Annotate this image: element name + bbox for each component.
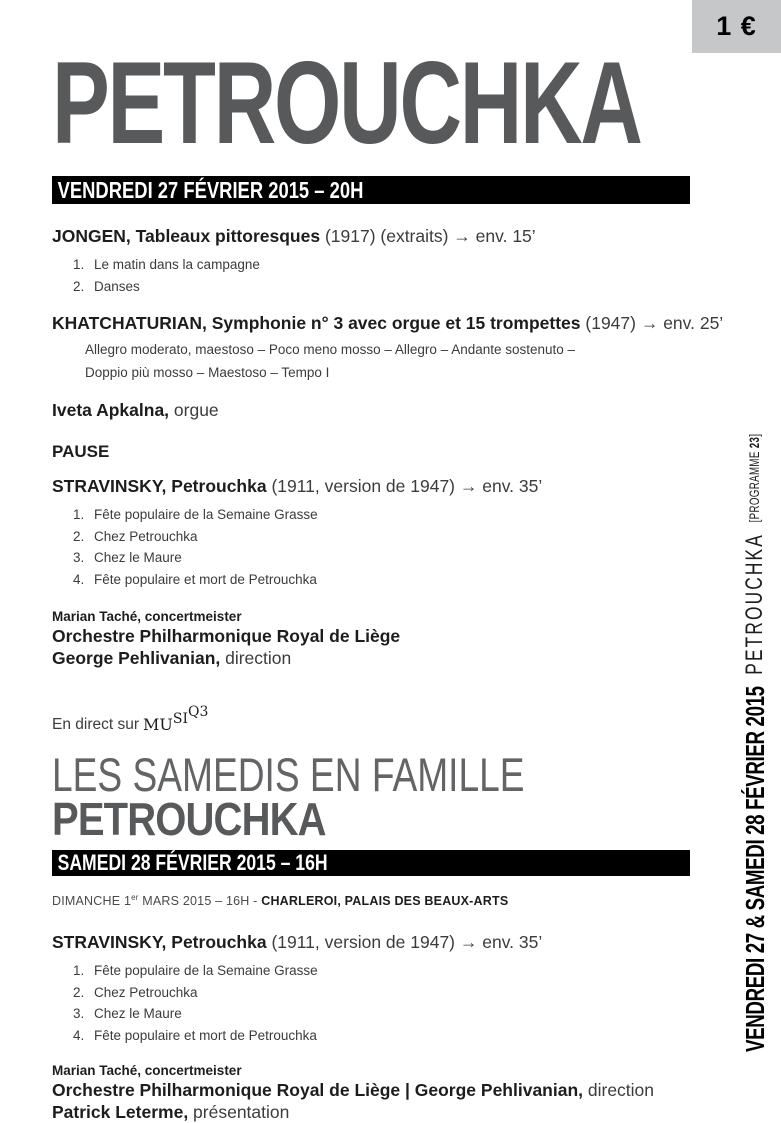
movement-number: 4.: [73, 1027, 85, 1043]
soloist-line: [52, 400, 690, 421]
work2-movement-lines: [52, 339, 690, 384]
extra-date-line: [52, 893, 690, 908]
list-item: [52, 547, 690, 569]
ordinal-superscript: er: [131, 893, 139, 902]
work2-details: (1947) → env. 25’: [580, 313, 724, 333]
sidebar-title: PETROUCHKA: [741, 532, 768, 675]
work3-composer-title: STRAVINSKY, Petrouchka: [52, 476, 267, 496]
list-item: [52, 526, 690, 548]
list-item: [52, 960, 690, 982]
movement-number: 2.: [73, 984, 85, 1000]
work1-details: (1917) (extraits) → env. 15’: [320, 226, 536, 246]
list-item: [52, 1025, 690, 1047]
concert1-date-bar-text: VENDREDI 27 FÉVRIER 2015 – 20H: [57, 176, 364, 203]
list-item: [52, 254, 690, 276]
movement-title: Chez le Maure: [94, 550, 182, 565]
movement-title: Fête populaire de la Semaine Grasse: [94, 507, 318, 522]
movement-title: Fête populaire et mort de Petrouchka: [94, 1027, 317, 1043]
presenter-role: présentation: [188, 1101, 290, 1122]
concert2-work-heading: [52, 931, 690, 953]
list-item: [52, 276, 690, 298]
movement-line: Allegro moderato, maestoso – Poco meno mosso – Allegro – Andante sostenuto –: [85, 342, 576, 357]
conductor-name: George Pehlivanian,: [52, 647, 221, 668]
movement-title: Chez le Maure: [94, 1006, 182, 1022]
list-item: [52, 982, 690, 1004]
soloist-name: Iveta Apkalna,: [52, 400, 170, 420]
conductor-role: direction: [220, 647, 292, 668]
work2-heading: [52, 312, 724, 334]
concertmeister-line: Marian Taché, concertmeister: [52, 1063, 242, 1079]
page-title: [52, 37, 690, 168]
concert2-date-bar-text: SAMEDI 28 FÉVRIER 2015 – 16H: [57, 850, 328, 875]
price-tag-label: 1 €: [716, 11, 757, 41]
conductor-role: direction: [583, 1080, 655, 1101]
work1-movements: [52, 254, 690, 297]
movement-title: Le matin dans la campagne: [94, 257, 260, 272]
list-item: [52, 504, 690, 526]
presenter-line: [52, 1102, 690, 1123]
work3-heading: [52, 475, 690, 497]
extra-date-middle: MARS 2015 – 16H -: [138, 894, 262, 909]
concert2-composer-title: STRAVINSKY, Petrouchka: [52, 932, 267, 953]
concert2-credits: [52, 1062, 690, 1123]
movement-title: Fête populaire et mort de Petrouchka: [94, 571, 317, 587]
programme-number: 23: [747, 436, 762, 449]
movement-number: 1.: [73, 963, 85, 979]
work1-heading: [52, 225, 690, 247]
movement-number: 3.: [73, 1006, 85, 1022]
broadcast-text: En direct sur: [52, 716, 140, 733]
orchestra-line: Orchestre Philharmonique Royal de Liège: [52, 626, 401, 646]
concert1-date-bar: [52, 176, 690, 204]
musiq3-logo: MU: [143, 715, 173, 734]
broadcast-line: [52, 700, 690, 734]
movement-title: Chez Petrouchka: [94, 984, 198, 1000]
programme-bracket: ]: [747, 433, 762, 437]
extra-date-prefix: DIMANCHE 1: [52, 894, 132, 909]
page-title-text: PETROUCHKA: [52, 37, 641, 168]
concertmeister-line: Marian Taché, concertmeister: [52, 609, 242, 624]
musiq3-logo: Q3: [188, 704, 209, 720]
concert2-work-details: (1911, version de 1947) → env. 35’: [266, 932, 543, 953]
movement-title: Fête populaire de la Semaine Grasse: [94, 963, 318, 979]
series-subtitle-text: PETROUCHKA: [52, 793, 326, 845]
orchestra-conductor-names: Orchestre Philharmonique Royal de Liège | George Pehlivanian,: [52, 1080, 584, 1101]
series-title-text: LES SAMEDIS EN FAMILLE: [52, 748, 525, 801]
musiq3-logo: SI: [172, 711, 189, 727]
series-title: [52, 748, 690, 801]
programme-page: [52, 0, 724, 1123]
movement-line: Doppio più mosso – Maestoso – Tempo I: [85, 364, 330, 380]
pause-label: PAUSE: [52, 442, 110, 461]
movement-number: 3.: [73, 550, 85, 565]
series-subtitle: [52, 793, 690, 845]
work3-movements: [52, 504, 690, 590]
price-tag: [692, 0, 781, 53]
movement-number: 2.: [73, 278, 85, 294]
movement-number: 1.: [73, 257, 85, 272]
movement-title: Danses: [94, 278, 140, 294]
work3-details: (1911, version de 1947) → env. 35’: [266, 476, 543, 496]
sidebar-dates: VENDREDI 27 & SAMEDI 28 FÉVRIER 2015: [740, 686, 770, 1052]
concert2-date-bar: [52, 850, 690, 876]
work1-composer-title: JONGEN, Tableaux pittoresques: [52, 226, 321, 246]
concert1-credits: [52, 608, 690, 669]
sidebar-programme-number: [747, 434, 762, 523]
venue-name: CHARLEROI, PALAIS DES BEAUX-ARTS: [261, 894, 509, 909]
vertical-sidebar-text: [740, 434, 771, 1052]
conductor-line: [52, 648, 690, 670]
work2-composer-title: KHATCHATURIAN, Symphonie n° 3 avec orgue et 15 trompettes: [52, 313, 581, 333]
movement-number: 1.: [73, 507, 85, 522]
presenter-name: Patrick Leterme,: [52, 1101, 189, 1122]
concert2-movements: [52, 960, 690, 1046]
soloist-role: orgue: [169, 400, 219, 420]
programme-label: [PROGRAMME: [747, 448, 762, 523]
vertical-sidebar: [740, 390, 778, 1052]
list-item: [52, 1003, 690, 1025]
orchestra-conductor-line: [52, 1080, 690, 1102]
movement-number: 4.: [73, 571, 85, 587]
movement-title: Chez Petrouchka: [94, 528, 198, 544]
movement-number: 2.: [73, 528, 85, 544]
list-item: [52, 569, 690, 591]
